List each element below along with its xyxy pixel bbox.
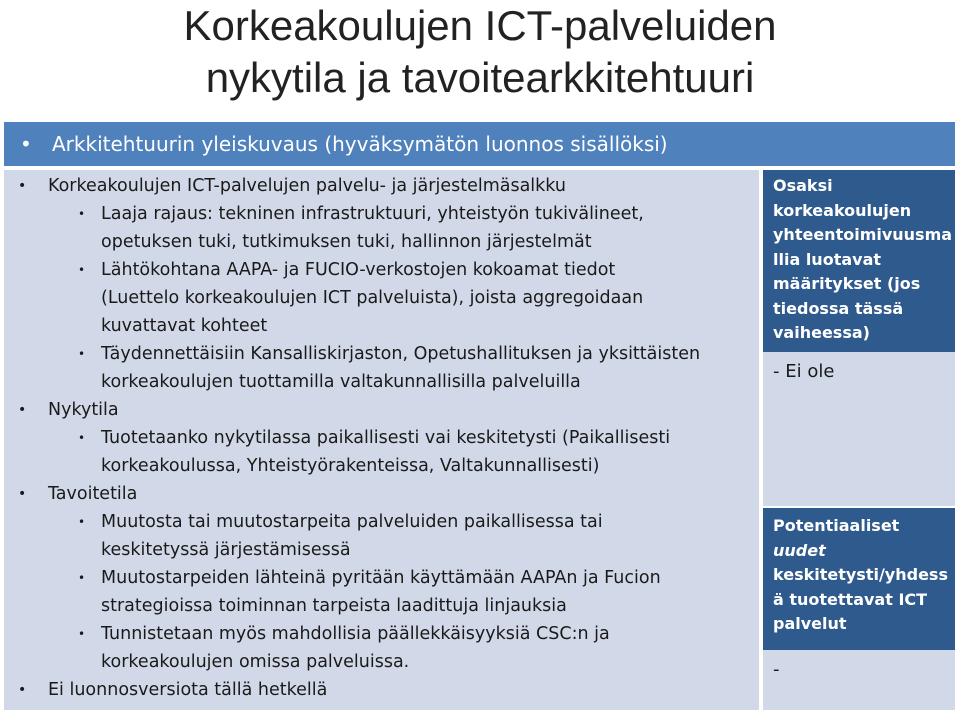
slide-title bbox=[40, 0, 920, 104]
bullet-icon: • bbox=[78, 515, 86, 529]
bullet-icon: • bbox=[78, 207, 86, 221]
bullet-icon: • bbox=[18, 178, 27, 194]
main-content-panel: • Korkeakoulujen ICT-palvelujen palvelu- ja järjestelmäsalkku • Laaja rajaus: tekninen infrastruktuuri, yhteistyön tukivälineet, opetuksen tuki, tutkimuksen tuki, hallinnon järjestelmät • Lähtökohtana AAPA- ja FUCIO-verkostojen kokoamat tiedot (Luettelo korkeakoulujen ICT palveluista), joista aggregoidaan kuvattavat kohteet • Täydennettäisiin Kansalliskirjaston, Opetushallituksen ja yksittäisten korkeakoulujen tuottamilla valtakunnallisilla palveluilla • Nykytila • Tuotetaanko nykytilassa paikallisesti vai keskitetysti (Paikallisesti korkeakoulussa, Yhteistyörakenteissa, Valtakunnallisesti) • Tavoitetila • Muutosta tai muutostarpeita palveluiden paikallisessa tai keskitetyssä järjestämisessä • Muutostarpeiden lähteinä pyritään käyttämään AAPAn ja Fucion strategioissa toiminnan tarpeista laadittuja linjauksia • Tunnistetaan myös mahdollisia päällekkäisyyksiä CSC:n ja korkeakoulujen omissa palveluissa. • Ei luonnosversiota tällä hetkellä bbox=[4, 170, 759, 710]
bullet-icon: • bbox=[18, 682, 27, 698]
title-line-2: nykytila ja tavoitearkkitehtuuri bbox=[205, 54, 755, 101]
bullet-icon: • bbox=[18, 402, 27, 418]
bullet-icon: • bbox=[18, 486, 27, 502]
title-line-1: Korkeakoulujen ICT-palveluiden bbox=[183, 2, 777, 49]
bullet-icon: • bbox=[78, 431, 86, 445]
header-bullet-bar bbox=[4, 122, 955, 166]
bullet-icon: • bbox=[78, 571, 86, 585]
bullet-icon: • bbox=[78, 627, 86, 641]
bullet-icon: • bbox=[78, 263, 86, 277]
bullet-icon: • bbox=[20, 132, 32, 156]
side-box-2-header: Potentiaaliset uudet keskitetysti/yhdess ä tuotettavat ICT palvelut bbox=[763, 508, 955, 650]
bullet-icon: • bbox=[78, 347, 86, 361]
side-box-2-body: - bbox=[763, 650, 955, 710]
side-box-1-body: - Ei ole bbox=[763, 352, 955, 506]
header-bullet-text: Arkkitehtuurin yleiskuvaus (hyväksymätön luonnos sisällöksi) bbox=[52, 132, 668, 156]
side-box-1-header: Osaksi korkeakoulujen yhteentoimivuusma llia luotavat määritykset (jos tiedossa tässä vaiheessa) bbox=[763, 170, 955, 352]
